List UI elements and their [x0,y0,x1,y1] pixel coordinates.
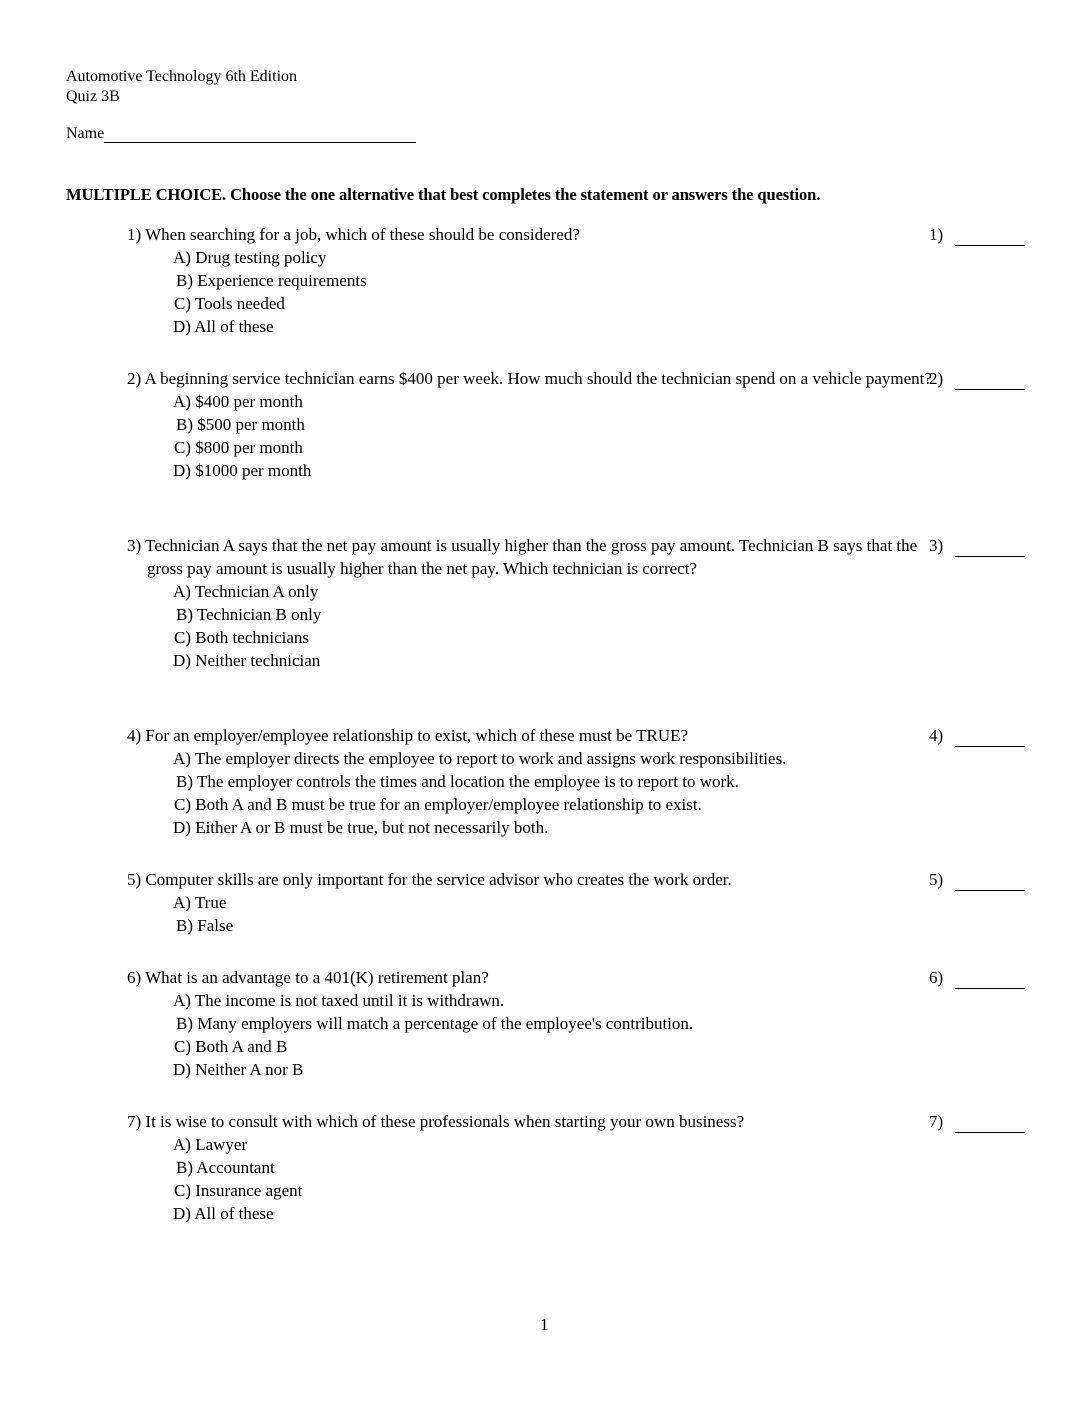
instructions: MULTIPLE CHOICE. Choose the one alternative that best completes the statement or answers the question. [66,185,821,204]
choice-c[interactable]: C) Tools needed [174,294,285,313]
answer-slot [929,1110,1025,1133]
answer-label: 7) [929,1112,944,1131]
answer-blank[interactable] [955,730,1025,747]
answer-blank[interactable] [955,373,1025,390]
choice-c[interactable]: C) $800 per month [174,438,303,457]
choice-c[interactable]: C) Both A and B must be true for an employer/employee relationship to exist. [174,795,702,814]
question-5 [127,868,1047,937]
answer-blank[interactable] [955,229,1025,246]
question-3 [127,534,1047,672]
question-1 [127,223,1047,338]
choice-b[interactable]: B) The employer controls the times and location the employee is to report to work. [176,772,739,791]
choice-b[interactable]: B) Many employers will match a percentage of the employee's contribution. [176,1014,694,1033]
question-stem: 2) A beginning service technician earns $400 per week. How much should the technician spend on a vehicle payment? [127,369,932,388]
choice-d[interactable]: D) Either A or B must be true, but not necessarily both. [173,818,549,837]
choice-b[interactable]: B) Experience requirements [176,271,367,290]
answer-slot [929,724,1025,747]
choice-d[interactable]: D) All of these [173,1204,274,1223]
quiz-label: Quiz 3B [66,88,120,105]
choice-a[interactable]: A) The income is not taxed until it is withdrawn. [173,991,505,1010]
choice-a[interactable]: A) The employer directs the employee to report to work and assigns work responsibilities. [173,749,787,768]
choice-d[interactable]: D) All of these [173,317,274,336]
question-stem: 5) Computer skills are only important for the service advisor who creates the work order. [127,870,732,889]
question-stem: 1) When searching for a job, which of these should be considered? [127,225,580,244]
choice-d[interactable]: D) Neither technician [173,651,321,670]
answer-slot [929,534,1025,557]
answer-slot [929,367,1025,390]
answer-label: 3) [929,536,944,555]
answer-label: 5) [929,870,944,889]
question-stem: 3) Technician A says that the net pay amount is usually higher than the gross pay amount. Technician B says that the gross pay amount is usually higher than the net pay. Which technician is correct? [127,536,918,578]
answer-blank[interactable] [955,972,1025,989]
name-field-row [66,124,416,143]
answer-slot [929,223,1025,246]
choice-b[interactable]: B) $500 per month [176,415,305,434]
choice-b[interactable]: B) Accountant [176,1158,275,1177]
question-2 [127,367,1047,482]
page-number: 1 [540,1315,549,1334]
answer-label: 6) [929,968,944,987]
choice-d[interactable]: D) Neither A nor B [173,1060,304,1079]
document-header [66,67,297,107]
choice-a[interactable]: A) Technician A only [173,582,319,601]
question-7 [127,1110,1047,1225]
answer-blank[interactable] [955,874,1025,891]
question-6 [127,966,1047,1081]
choice-c[interactable]: C) Both A and B [174,1037,288,1056]
choice-b[interactable]: B) False [176,916,234,935]
choice-a[interactable]: A) $400 per month [173,392,303,411]
answer-label: 1) [929,225,944,244]
choice-a[interactable]: A) Drug testing policy [173,248,327,267]
choice-a[interactable]: A) True [173,893,227,912]
answer-blank[interactable] [955,540,1025,557]
answer-label: 4) [929,726,944,745]
document-title: Automotive Technology 6th Edition [66,68,298,85]
answer-slot [929,966,1025,989]
question-4 [127,724,1047,839]
choice-a[interactable]: A) Lawyer [173,1135,248,1154]
name-label: Name [66,125,105,142]
answer-blank[interactable] [955,1116,1025,1133]
answer-label: 2) [929,369,944,388]
choice-b[interactable]: B) Technician B only [176,605,322,624]
choice-d[interactable]: D) $1000 per month [173,461,312,480]
choice-c[interactable]: C) Both technicians [174,628,310,647]
choice-c[interactable]: C) Insurance agent [174,1181,303,1200]
question-stem: 7) It is wise to consult with which of these professionals when starting your own business? [127,1112,745,1131]
name-blank[interactable] [104,124,416,143]
answer-slot [929,868,1025,891]
question-stem: 4) For an employer/employee relationship to exist, which of these must be TRUE? [127,726,689,745]
question-stem: 6) What is an advantage to a 401(K) retirement plan? [127,968,489,987]
